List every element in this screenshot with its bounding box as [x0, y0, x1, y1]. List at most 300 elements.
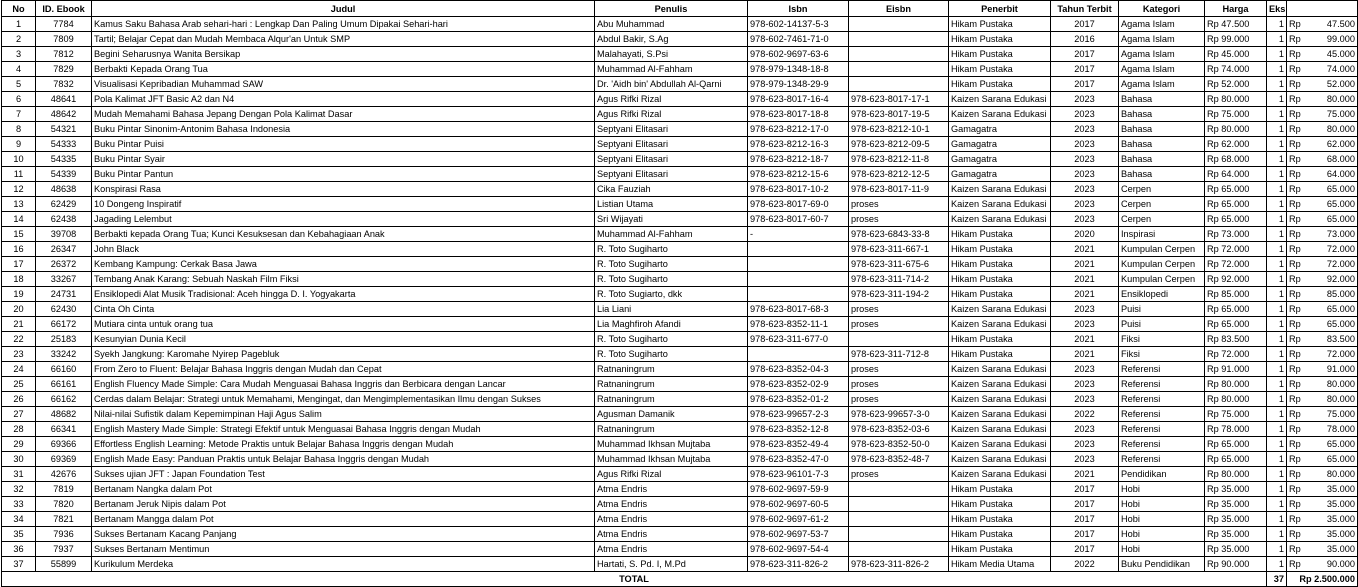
total-amount: Rp 2.500.000 — [1287, 572, 1358, 587]
cell-no: 27 — [2, 407, 36, 422]
cell-isbn: 978-623-8352-01-2 — [748, 392, 849, 407]
cell-no: 29 — [2, 437, 36, 452]
cell-total — [1287, 482, 1358, 497]
cell-kategori: Bahasa — [1119, 167, 1205, 182]
cell-id-ebook: 24731 — [36, 287, 92, 302]
table-row — [2, 182, 1358, 197]
currency-label: Rp — [1289, 454, 1301, 464]
cell-penulis: Lia Liani — [595, 302, 748, 317]
table-row — [2, 62, 1358, 77]
cell-penulis: Muhammad Ikhsan Mujtaba — [595, 437, 748, 452]
cell-total — [1287, 452, 1358, 467]
cell-no: 23 — [2, 347, 36, 362]
cell-id-ebook: 7809 — [36, 32, 92, 47]
table-row — [2, 197, 1358, 212]
table-row — [2, 137, 1358, 152]
cell-total — [1287, 32, 1358, 47]
currency-label: Rp — [1289, 259, 1301, 269]
cell-isbn — [748, 257, 849, 272]
currency-label: Rp — [1289, 289, 1301, 299]
cell-no: 11 — [2, 167, 36, 182]
cell-no: 33 — [2, 497, 36, 512]
cell-id-ebook: 48638 — [36, 182, 92, 197]
currency-label: Rp — [1289, 124, 1301, 134]
cell-judul: Berbakti kepada Orang Tua; Kunci Kesuksesan dan Kebahagiaan Anak — [92, 227, 595, 242]
cell-total — [1287, 392, 1358, 407]
cell-isbn: 978-623-8017-68-3 — [748, 302, 849, 317]
currency-label: Rp — [1289, 214, 1301, 224]
table-row — [2, 452, 1358, 467]
cell-eisbn: proses — [849, 467, 949, 482]
cell-penerbit: Kaizen Sarana Edukasi — [949, 197, 1051, 212]
cell-kategori: Puisi — [1119, 317, 1205, 332]
cell-harga: Rp 74.000 — [1205, 62, 1267, 77]
table-row — [2, 497, 1358, 512]
cell-id-ebook: 7829 — [36, 62, 92, 77]
table-row — [2, 467, 1358, 482]
cell-penulis: Agus Rifki Rizal — [595, 107, 748, 122]
cell-penerbit: Kaizen Sarana Edukasi — [949, 317, 1051, 332]
cell-isbn — [748, 272, 849, 287]
cell-eisbn: proses — [849, 362, 949, 377]
cell-no: 35 — [2, 527, 36, 542]
cell-id-ebook: 26347 — [36, 242, 92, 257]
cell-isbn: 978-602-14137-5-3 — [748, 17, 849, 32]
total-value: 65.000 — [1326, 304, 1355, 314]
cell-penerbit: Hikam Pustaka — [949, 512, 1051, 527]
cell-kategori: Bahasa — [1119, 107, 1205, 122]
cell-id-ebook: 33242 — [36, 347, 92, 362]
cell-harga: Rp 35.000 — [1205, 497, 1267, 512]
cell-eisbn: 978-623-6843-33-8 — [849, 227, 949, 242]
cell-penerbit: Kaizen Sarana Edukasi — [949, 437, 1051, 452]
cell-kategori: Hobi — [1119, 497, 1205, 512]
cell-judul: Sukses Bertanam Kacang Panjang — [92, 527, 595, 542]
cell-eisbn: 978-623-99657-3-0 — [849, 407, 949, 422]
cell-eks: 1 — [1267, 17, 1287, 32]
cell-id-ebook: 66161 — [36, 377, 92, 392]
cell-penerbit: Hikam Pustaka — [949, 257, 1051, 272]
currency-label: Rp — [1289, 139, 1301, 149]
cell-kategori: Referensi — [1119, 452, 1205, 467]
cell-judul: Jagading Lelembut — [92, 212, 595, 227]
cell-penerbit: Gamagatra — [949, 122, 1051, 137]
cell-id-ebook: 7936 — [36, 527, 92, 542]
cell-no: 26 — [2, 392, 36, 407]
total-value: 62.000 — [1326, 139, 1355, 149]
cell-tahun: 2020 — [1051, 227, 1119, 242]
cell-penulis: Muhammad Al-Fahham — [595, 227, 748, 242]
cell-penerbit: Gamagatra — [949, 152, 1051, 167]
cell-eisbn — [849, 47, 949, 62]
cell-total — [1287, 257, 1358, 272]
cell-isbn: 978-979-1348-18-8 — [748, 62, 849, 77]
cell-penerbit: Kaizen Sarana Edukasi — [949, 212, 1051, 227]
cell-harga: Rp 80.000 — [1205, 377, 1267, 392]
total-value: 99.000 — [1326, 34, 1355, 44]
cell-eisbn: 978-623-8017-11-9 — [849, 182, 949, 197]
cell-penerbit: Kaizen Sarana Edukasi — [949, 182, 1051, 197]
cell-total — [1287, 437, 1358, 452]
cell-tahun: 2023 — [1051, 422, 1119, 437]
cell-isbn — [748, 242, 849, 257]
cell-penerbit: Hikam Pustaka — [949, 242, 1051, 257]
cell-total — [1287, 17, 1358, 32]
cell-harga: Rp 80.000 — [1205, 92, 1267, 107]
cell-no: 8 — [2, 122, 36, 137]
col-header-id: ID. Ebook — [36, 1, 92, 17]
cell-judul: 10 Dongeng Inspiratif — [92, 197, 595, 212]
cell-tahun: 2017 — [1051, 47, 1119, 62]
cell-tahun: 2023 — [1051, 317, 1119, 332]
cell-kategori: Agama Islam — [1119, 32, 1205, 47]
cell-total — [1287, 92, 1358, 107]
table-row — [2, 362, 1358, 377]
cell-penerbit: Hikam Pustaka — [949, 32, 1051, 47]
cell-no: 5 — [2, 77, 36, 92]
currency-label: Rp — [1289, 469, 1301, 479]
cell-penerbit: Hikam Pustaka — [949, 527, 1051, 542]
cell-tahun: 2017 — [1051, 527, 1119, 542]
cell-penerbit: Hikam Pustaka — [949, 17, 1051, 32]
cell-harga: Rp 35.000 — [1205, 512, 1267, 527]
cell-eks: 1 — [1267, 212, 1287, 227]
table-row — [2, 542, 1358, 557]
cell-harga: Rp 65.000 — [1205, 317, 1267, 332]
cell-kategori: Agama Islam — [1119, 62, 1205, 77]
cell-no: 4 — [2, 62, 36, 77]
total-value: 74.000 — [1326, 64, 1355, 74]
cell-eks: 1 — [1267, 62, 1287, 77]
currency-label: Rp — [1289, 514, 1301, 524]
cell-harga: Rp 99.000 — [1205, 32, 1267, 47]
cell-tahun: 2021 — [1051, 347, 1119, 362]
cell-eisbn — [849, 332, 949, 347]
cell-penulis: Muhammad Ikhsan Mujtaba — [595, 452, 748, 467]
cell-penerbit: Gamagatra — [949, 167, 1051, 182]
cell-harga: Rp 92.000 — [1205, 272, 1267, 287]
currency-label: Rp — [1289, 439, 1301, 449]
cell-kategori: Cerpen — [1119, 212, 1205, 227]
cell-penulis: Abu Muhammad — [595, 17, 748, 32]
currency-label: Rp — [1289, 499, 1301, 509]
cell-harga: Rp 90.000 — [1205, 557, 1267, 572]
cell-id-ebook: 54321 — [36, 122, 92, 137]
cell-total — [1287, 197, 1358, 212]
cell-no: 34 — [2, 512, 36, 527]
total-value: 72.000 — [1326, 244, 1355, 254]
cell-tahun: 2023 — [1051, 212, 1119, 227]
cell-eisbn — [849, 482, 949, 497]
cell-eisbn: proses — [849, 197, 949, 212]
currency-label: Rp — [1289, 229, 1301, 239]
total-value: 80.000 — [1326, 469, 1355, 479]
cell-kategori: Referensi — [1119, 392, 1205, 407]
cell-total — [1287, 77, 1358, 92]
cell-judul: Kembang Kampung: Cerkak Basa Jawa — [92, 257, 595, 272]
cell-harga: Rp 65.000 — [1205, 437, 1267, 452]
cell-harga: Rp 65.000 — [1205, 302, 1267, 317]
cell-total — [1287, 152, 1358, 167]
cell-harga: Rp 47.500 — [1205, 17, 1267, 32]
cell-eisbn — [849, 512, 949, 527]
cell-eisbn: 978-623-8212-10-1 — [849, 122, 949, 137]
cell-eks: 1 — [1267, 242, 1287, 257]
cell-eks: 1 — [1267, 347, 1287, 362]
cell-kategori: Hobi — [1119, 482, 1205, 497]
total-value: 35.000 — [1326, 484, 1355, 494]
cell-judul: Pola Kalimat JFT Basic A2 dan N4 — [92, 92, 595, 107]
cell-total — [1287, 302, 1358, 317]
cell-judul: From Zero to Fluent: Belajar Bahasa Inggris dengan Mudah dan Cepat — [92, 362, 595, 377]
total-value: 73.000 — [1326, 229, 1355, 239]
cell-eks: 1 — [1267, 32, 1287, 47]
cell-eks: 1 — [1267, 452, 1287, 467]
cell-penulis: R. Toto Sugiharto — [595, 242, 748, 257]
cell-judul: Kurikulum Merdeka — [92, 557, 595, 572]
table-row — [2, 407, 1358, 422]
currency-label: Rp — [1289, 244, 1301, 254]
cell-kategori: Bahasa — [1119, 137, 1205, 152]
cell-isbn: 978-623-311-677-0 — [748, 332, 849, 347]
cell-tahun: 2023 — [1051, 122, 1119, 137]
cell-total — [1287, 287, 1358, 302]
cell-tahun: 2017 — [1051, 17, 1119, 32]
cell-judul: English Fluency Made Simple: Cara Mudah Menguasai Bahasa Inggris dan Berbicara dengan Lancar — [92, 377, 595, 392]
cell-harga: Rp 45.000 — [1205, 47, 1267, 62]
cell-kategori: Ensiklopedi — [1119, 287, 1205, 302]
cell-eisbn: proses — [849, 317, 949, 332]
cell-no: 7 — [2, 107, 36, 122]
cell-penulis: Septyani Elitasari — [595, 122, 748, 137]
cell-id-ebook: 7812 — [36, 47, 92, 62]
table-row — [2, 437, 1358, 452]
cell-eks: 1 — [1267, 287, 1287, 302]
cell-tahun: 2017 — [1051, 77, 1119, 92]
cell-judul: Bertanam Jeruk Nipis dalam Pot — [92, 497, 595, 512]
col-header-judul: Judul — [92, 1, 595, 17]
cell-no: 18 — [2, 272, 36, 287]
cell-kategori: Buku Pendidikan — [1119, 557, 1205, 572]
cell-id-ebook: 7820 — [36, 497, 92, 512]
cell-tahun: 2021 — [1051, 287, 1119, 302]
cell-eks: 1 — [1267, 332, 1287, 347]
cell-no: 20 — [2, 302, 36, 317]
cell-judul: Konspirasi Rasa — [92, 182, 595, 197]
col-header-tahun: Tahun Terbit — [1051, 1, 1119, 17]
cell-eks: 1 — [1267, 137, 1287, 152]
cell-tahun: 2023 — [1051, 152, 1119, 167]
cell-penerbit: Hikam Pustaka — [949, 542, 1051, 557]
cell-eks: 1 — [1267, 437, 1287, 452]
cell-harga: Rp 65.000 — [1205, 182, 1267, 197]
cell-isbn: 978-623-311-826-2 — [748, 557, 849, 572]
cell-no: 16 — [2, 242, 36, 257]
cell-no: 22 — [2, 332, 36, 347]
cell-judul: Tartil; Belajar Cepat dan Mudah Membaca Alqur'an Untuk SMP — [92, 32, 595, 47]
cell-eisbn: 978-623-8212-12-5 — [849, 167, 949, 182]
cell-penulis: Septyani Elitasari — [595, 152, 748, 167]
total-value: 83.500 — [1326, 334, 1355, 344]
cell-id-ebook: 7819 — [36, 482, 92, 497]
cell-no: 36 — [2, 542, 36, 557]
cell-kategori: Kumpulan Cerpen — [1119, 242, 1205, 257]
cell-penulis: Atma Endris — [595, 527, 748, 542]
cell-id-ebook: 48682 — [36, 407, 92, 422]
cell-eisbn: proses — [849, 212, 949, 227]
cell-total — [1287, 47, 1358, 62]
cell-isbn — [748, 287, 849, 302]
cell-kategori: Hobi — [1119, 527, 1205, 542]
table-row — [2, 152, 1358, 167]
cell-judul: Syekh Jangkung: Karomahe Nyirep Pagebluk — [92, 347, 595, 362]
cell-tahun: 2023 — [1051, 167, 1119, 182]
cell-penerbit: Hikam Pustaka — [949, 347, 1051, 362]
col-header-penerbit: Penerbit — [949, 1, 1051, 17]
table-row — [2, 122, 1358, 137]
cell-eks: 1 — [1267, 512, 1287, 527]
cell-total — [1287, 467, 1358, 482]
cell-no: 1 — [2, 17, 36, 32]
cell-isbn: 978-623-99657-2-3 — [748, 407, 849, 422]
cell-isbn: 978-623-8212-18-7 — [748, 152, 849, 167]
cell-id-ebook: 62429 — [36, 197, 92, 212]
cell-penulis: R. Toto Sugiarto, dkk — [595, 287, 748, 302]
cell-total — [1287, 347, 1358, 362]
cell-kategori: Hobi — [1119, 542, 1205, 557]
currency-label: Rp — [1289, 184, 1301, 194]
total-value: 65.000 — [1326, 214, 1355, 224]
total-value: 65.000 — [1326, 439, 1355, 449]
cell-id-ebook: 33267 — [36, 272, 92, 287]
cell-isbn: 978-623-8352-02-9 — [748, 377, 849, 392]
cell-id-ebook: 48641 — [36, 92, 92, 107]
table-row — [2, 227, 1358, 242]
cell-judul: John Black — [92, 242, 595, 257]
cell-judul: Nilai-nilai Sufistik dalam Kepemimpinan Haji Agus Salim — [92, 407, 595, 422]
table-row — [2, 347, 1358, 362]
cell-penerbit: Hikam Pustaka — [949, 77, 1051, 92]
cell-kategori: Hobi — [1119, 512, 1205, 527]
cell-isbn: 978-623-8352-49-4 — [748, 437, 849, 452]
cell-penulis: Listian Utama — [595, 197, 748, 212]
cell-no: 2 — [2, 32, 36, 47]
cell-judul: Sukses Bertanam Mentimun — [92, 542, 595, 557]
cell-penulis: Sri Wijayati — [595, 212, 748, 227]
cell-no: 37 — [2, 557, 36, 572]
cell-penulis: Dr. 'Aidh bin' Abdullah Al-Qarni — [595, 77, 748, 92]
cell-isbn: 978-623-8352-47-0 — [748, 452, 849, 467]
cell-eks: 1 — [1267, 227, 1287, 242]
col-header-harga: Harga — [1205, 1, 1267, 17]
cell-eisbn — [849, 542, 949, 557]
table-row — [2, 557, 1358, 572]
cell-tahun: 2023 — [1051, 197, 1119, 212]
cell-eks: 1 — [1267, 167, 1287, 182]
cell-isbn — [748, 347, 849, 362]
cell-id-ebook: 25183 — [36, 332, 92, 347]
cell-eisbn: 978-623-311-667-1 — [849, 242, 949, 257]
total-value: 65.000 — [1326, 454, 1355, 464]
cell-id-ebook: 7821 — [36, 512, 92, 527]
cell-harga: Rp 83.500 — [1205, 332, 1267, 347]
cell-isbn: 978-623-96101-7-3 — [748, 467, 849, 482]
table-row — [2, 512, 1358, 527]
cell-no: 21 — [2, 317, 36, 332]
table-row — [2, 47, 1358, 62]
currency-label: Rp — [1289, 484, 1301, 494]
cell-isbn: 978-623-8212-16-3 — [748, 137, 849, 152]
cell-kategori: Agama Islam — [1119, 47, 1205, 62]
cell-isbn: 978-623-8017-60-7 — [748, 212, 849, 227]
cell-eisbn: 978-623-8017-17-1 — [849, 92, 949, 107]
cell-harga: Rp 62.000 — [1205, 137, 1267, 152]
cell-eks: 1 — [1267, 362, 1287, 377]
cell-total — [1287, 122, 1358, 137]
cell-judul: Buku Pintar Syair — [92, 152, 595, 167]
cell-harga: Rp 72.000 — [1205, 347, 1267, 362]
cell-kategori: Bahasa — [1119, 152, 1205, 167]
total-value: 72.000 — [1326, 259, 1355, 269]
cell-total — [1287, 557, 1358, 572]
cell-eks: 1 — [1267, 47, 1287, 62]
cell-penerbit: Kaizen Sarana Edukasi — [949, 467, 1051, 482]
cell-eisbn: proses — [849, 302, 949, 317]
cell-total — [1287, 407, 1358, 422]
total-value: 35.000 — [1326, 514, 1355, 524]
cell-penerbit: Hikam Pustaka — [949, 62, 1051, 77]
cell-harga: Rp 68.000 — [1205, 152, 1267, 167]
currency-label: Rp — [1289, 529, 1301, 539]
cell-id-ebook: 54333 — [36, 137, 92, 152]
cell-total — [1287, 227, 1358, 242]
cell-tahun: 2017 — [1051, 62, 1119, 77]
total-value: 80.000 — [1326, 379, 1355, 389]
cell-penerbit: Kaizen Sarana Edukasi — [949, 377, 1051, 392]
cell-harga: Rp 65.000 — [1205, 197, 1267, 212]
cell-eisbn: 978-623-311-194-2 — [849, 287, 949, 302]
cell-penerbit: Kaizen Sarana Edukasi — [949, 107, 1051, 122]
cell-eisbn: proses — [849, 392, 949, 407]
cell-judul: Cerdas dalam Belajar: Strategi untuk Memahami, Mengingat, dan Mengimplementasikan Ilmu dengan Sukses — [92, 392, 595, 407]
cell-harga: Rp 80.000 — [1205, 392, 1267, 407]
cell-penulis: Ratnaningrum — [595, 392, 748, 407]
cell-judul: Bertanam Mangga dalam Pot — [92, 512, 595, 527]
cell-total — [1287, 497, 1358, 512]
cell-eks: 1 — [1267, 422, 1287, 437]
cell-harga: Rp 35.000 — [1205, 527, 1267, 542]
cell-total — [1287, 377, 1358, 392]
cell-judul: Buku Pintar Puisi — [92, 137, 595, 152]
cell-no: 28 — [2, 422, 36, 437]
cell-isbn: 978-602-7461-71-0 — [748, 32, 849, 47]
cell-tahun: 2021 — [1051, 272, 1119, 287]
cell-kategori: Referensi — [1119, 362, 1205, 377]
cell-isbn: 978-623-8212-17-0 — [748, 122, 849, 137]
currency-label: Rp — [1289, 394, 1301, 404]
currency-label: Rp — [1289, 79, 1301, 89]
cell-harga: Rp 64.000 — [1205, 167, 1267, 182]
total-value: 80.000 — [1326, 124, 1355, 134]
cell-eks: 1 — [1267, 182, 1287, 197]
total-value: 35.000 — [1326, 544, 1355, 554]
cell-total — [1287, 512, 1358, 527]
cell-judul: Cinta Oh Cinta — [92, 302, 595, 317]
cell-kategori: Kumpulan Cerpen — [1119, 272, 1205, 287]
cell-id-ebook: 48642 — [36, 107, 92, 122]
cell-no: 6 — [2, 92, 36, 107]
cell-harga: Rp 80.000 — [1205, 467, 1267, 482]
